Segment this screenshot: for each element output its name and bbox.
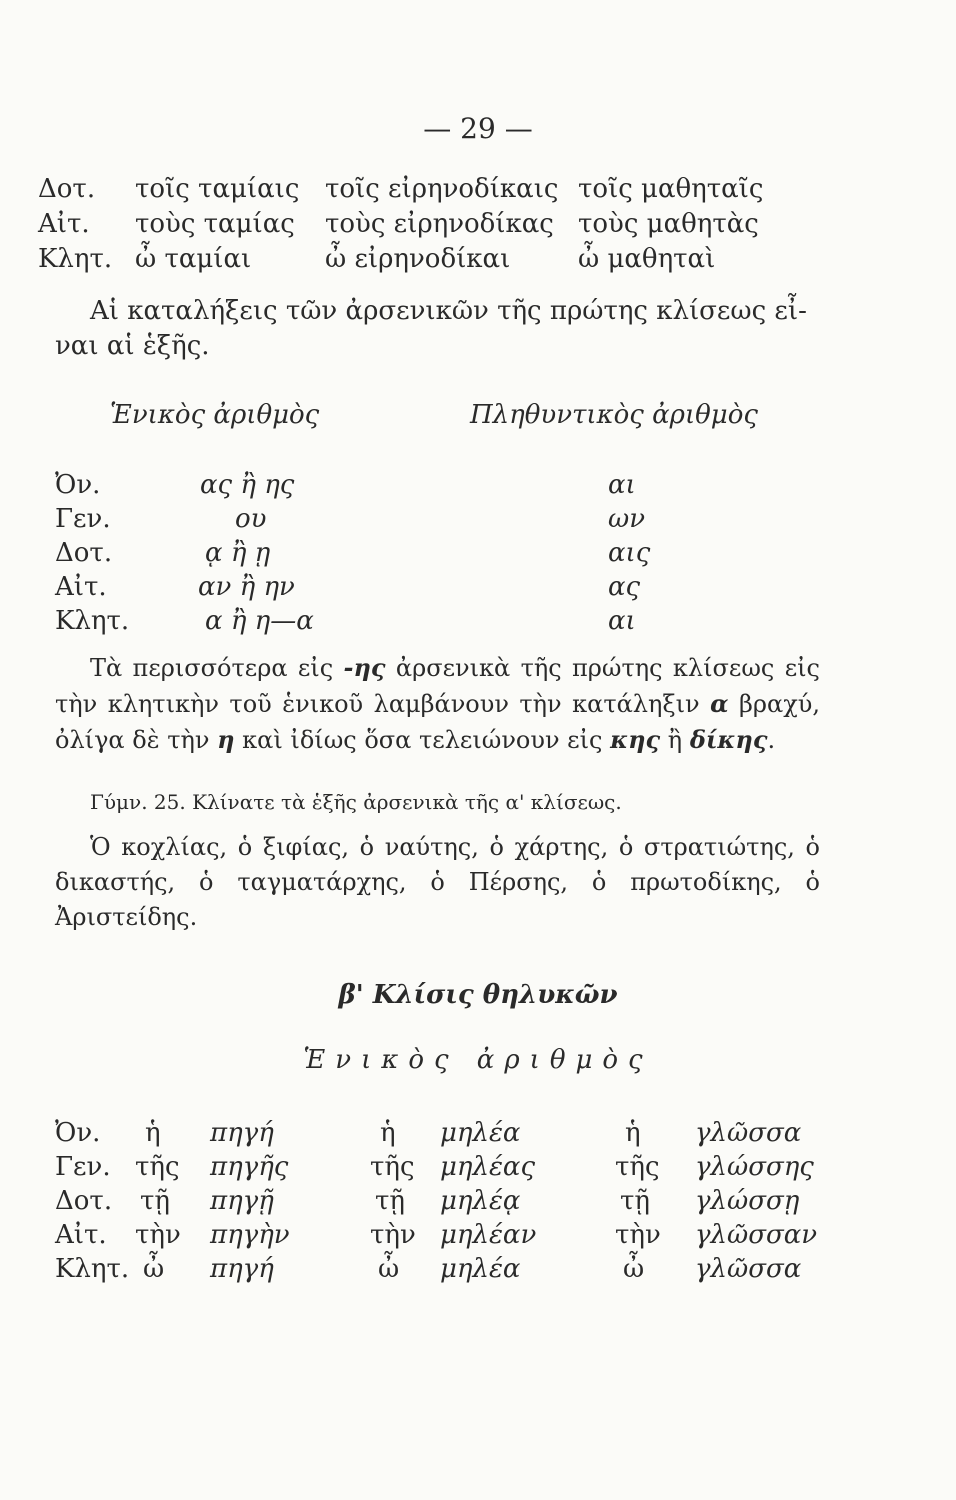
rule-ending: -ης — [343, 653, 386, 682]
article-cell: τῆς — [615, 1152, 660, 1182]
singular-ending: ᾳ ἢ ῃ — [205, 538, 271, 568]
case-label: Κλητ. — [55, 1254, 130, 1284]
article-cell: τῇ — [620, 1186, 650, 1216]
rule-text: βραχύ, ὀλίγα δὲ τὴν — [55, 690, 820, 754]
rule-paragraph — [55, 650, 820, 758]
case-label: Ὀν. — [55, 470, 101, 500]
rule-text: . — [767, 726, 776, 754]
singular-ending: αν ἢ ην — [198, 572, 295, 602]
table-cell: τοὺς ταμίας — [135, 209, 295, 239]
word-cell: μηλέα — [440, 1254, 521, 1284]
word-cell: γλῶσσαν — [695, 1220, 818, 1250]
article-cell: τῆς — [135, 1152, 180, 1182]
table-cell: τοῖς εἰρηνοδίκαις — [325, 174, 559, 204]
plural-ending: αι — [608, 470, 636, 500]
article-cell: τὴν — [615, 1220, 661, 1250]
exercise-text: Κλίνατε τὰ ἑξῆς ἀρσενικὰ τῆς α' κλίσεως. — [192, 790, 622, 814]
article-cell: τὴν — [135, 1220, 181, 1250]
exercise-label: Γύμν. 25. — [90, 790, 186, 814]
table-cell: ὦ εἰρηνοδίκαι — [325, 244, 511, 274]
case-label: Κλητ. — [55, 606, 130, 636]
rule-ending: κης — [610, 725, 661, 754]
word-cell: μηλέα — [440, 1118, 521, 1148]
rule-ending: η — [217, 725, 235, 754]
article-cell: ὦ — [143, 1254, 165, 1284]
article-cell: τῇ — [375, 1186, 405, 1216]
article-cell: ὦ — [378, 1254, 400, 1284]
intro-line: Αἱ καταλήξεις τῶν ἀρσενικῶν τῆς πρώτης κλίσεως εἶ- — [90, 296, 807, 326]
word-cell: μηλέᾳ — [440, 1186, 521, 1216]
article-cell: τῇ — [140, 1186, 170, 1216]
word-cell: πηγὴν — [210, 1220, 290, 1250]
section-subheading: Ἑνικὸς ἀριθμὸς — [303, 1045, 653, 1075]
rule-ending: α — [710, 689, 729, 718]
table-cell: ὦ μαθηταὶ — [578, 244, 716, 274]
table-cell: ὦ ταμίαι — [135, 244, 252, 274]
case-label: Κλητ. — [38, 244, 113, 274]
article-cell: ἡ — [145, 1118, 161, 1148]
case-label: Αἰτ. — [55, 572, 107, 602]
word-cell: πηγῆς — [210, 1152, 289, 1182]
table-cell: τοῖς μαθηταῖς — [578, 174, 764, 204]
plural-ending: αι — [608, 606, 636, 636]
case-label: Δοτ. — [38, 174, 96, 204]
rule-text: ἢ — [660, 726, 690, 754]
article-cell: τῆς — [370, 1152, 415, 1182]
case-label: Αἰτ. — [38, 209, 90, 239]
plural-ending: αις — [608, 538, 651, 568]
page-number: — 29 — — [423, 112, 533, 145]
word-cell: γλῶσσα — [695, 1118, 802, 1148]
plural-heading: Πληθυντικὸς ἀριθμὸς — [470, 400, 758, 430]
plural-ending: ας — [608, 572, 641, 602]
table-cell: τοὺς εἰρηνοδίκας — [325, 209, 554, 239]
rule-text: καὶ ἰδίως ὅσα τελειώνουν εἰς — [234, 726, 611, 754]
case-label: Γεν. — [55, 1152, 111, 1182]
case-label: Δοτ. — [55, 538, 113, 568]
case-label: Γεν. — [55, 504, 111, 534]
case-label: Ὀν. — [55, 1118, 101, 1148]
case-label: Δοτ. — [55, 1186, 113, 1216]
article-cell: ἡ — [380, 1118, 396, 1148]
case-label: Αἰτ. — [55, 1220, 107, 1250]
word-cell: μηλέαν — [440, 1220, 537, 1250]
singular-ending: ας ἢ ης — [200, 470, 295, 500]
intro-line: ναι αἱ ἑξῆς. — [55, 331, 210, 361]
article-cell: ὦ — [623, 1254, 645, 1284]
exercise-words: Ὁ κοχλίας, ὁ ξιφίας, ὁ ναύτης, ὁ χάρτης, ὁ στρατιώτης, ὁ δικαστής, ὁ ταγματάρχης, ὁ Πέρσης, ὁ πρωτοδίκης, ὁ Ἀριστείδης. — [55, 833, 820, 931]
rule-ending: δίκης — [689, 725, 768, 754]
article-cell: ἡ — [625, 1118, 641, 1148]
singular-ending: ου — [235, 504, 267, 534]
singular-ending: α ἢ η—α — [205, 606, 314, 636]
table-cell: τοῖς ταμίαις — [135, 174, 300, 204]
table-cell: τοὺς μαθητὰς — [578, 209, 759, 239]
word-cell: μηλέας — [440, 1152, 536, 1182]
singular-heading: Ἑνικὸς ἀριθμὸς — [110, 400, 320, 430]
word-cell: πηγή — [210, 1254, 274, 1284]
word-cell: πηγῇ — [210, 1186, 274, 1216]
word-cell: γλώσσης — [695, 1152, 814, 1182]
article-cell: τὴν — [370, 1220, 416, 1250]
rule-text: Τὰ περισσότερα εἰς — [90, 654, 344, 682]
rule-text: ἀρσενικὰ τῆς πρώτης κλίσεως εἰς τὴν κλητικὴν τοῦ ἑνικοῦ λαμβάνουν τὴν κατάληξιν — [55, 654, 820, 718]
word-cell: πηγή — [210, 1118, 274, 1148]
word-cell: γλῶσσα — [695, 1254, 802, 1284]
plural-ending: ων — [608, 504, 646, 534]
word-cell: γλώσσῃ — [695, 1186, 800, 1216]
exercise-instruction — [90, 790, 622, 814]
section-heading: β' Κλίσις θηλυκῶν — [338, 980, 618, 1010]
